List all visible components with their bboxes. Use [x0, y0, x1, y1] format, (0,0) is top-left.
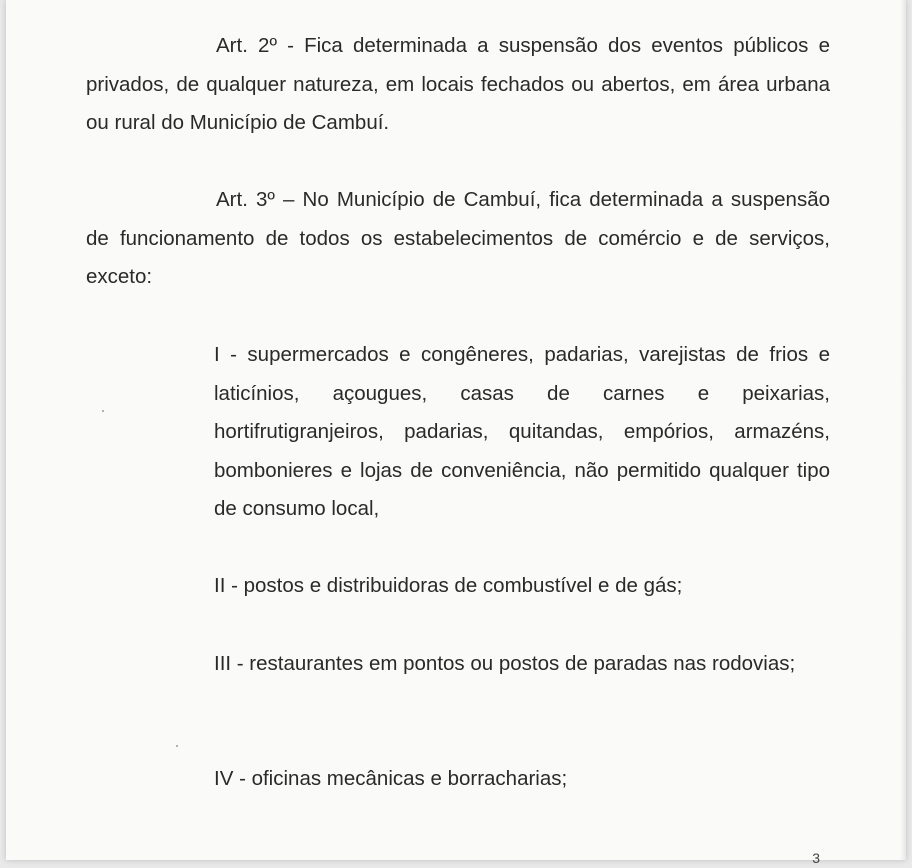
list-item-iii: III - restaurantes em pontos ou postos de paradas nas rodovias; [214, 652, 796, 675]
document-page [6, 0, 906, 866]
paper-speck [176, 745, 178, 747]
article-3-paragraph: Art. 3º – No Município de Cambuí, fica determinada a suspensão de funcionamento de todos os estabelecimentos de comércio e de serviços, exceto: [86, 188, 830, 288]
page-number: 3 [812, 850, 820, 866]
paper-speck [102, 410, 104, 412]
list-item-iv: IV - oficinas mecânicas e borracharias; [214, 767, 568, 790]
list-item-ii: II - postos e distribuidoras de combustível e de gás; [214, 574, 683, 597]
article-2-paragraph: Art. 2º - Fica determinada a suspensão dos eventos públicos e privados, de qualquer natureza, em locais fechados ou abertos, em área urbana ou rural do Município de Cambuí. [86, 34, 830, 134]
list-item-i: I - supermercados e congêneres, padarias, varejistas de frios e laticínios, açougues, casas de carnes e peixarias, hortifrutigranjeiros, padarias, quitandas, empórios, armazéns, bombonieres e lojas de conveniência, não permitido qualquer tipo de consumo local, [214, 343, 830, 520]
page-edge-shadow [900, 0, 906, 860]
